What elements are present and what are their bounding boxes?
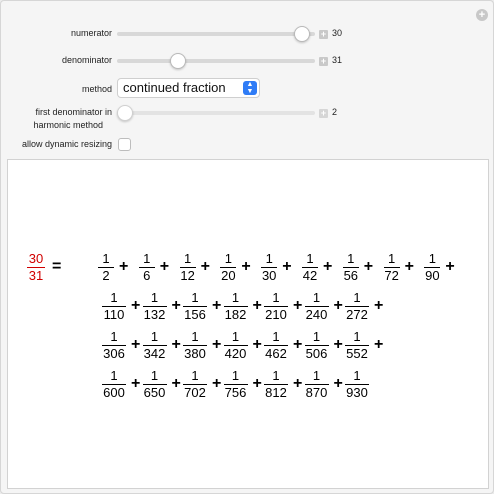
plus-sign: + bbox=[171, 297, 181, 314]
unit-fraction bbox=[222, 291, 250, 322]
expand-icon[interactable]: + bbox=[476, 9, 488, 21]
fraction-denominator: 42 bbox=[302, 268, 318, 283]
fraction-numerator: 1 bbox=[428, 251, 436, 266]
fraction-numerator: 1 bbox=[150, 290, 159, 305]
plus-sign: + bbox=[374, 336, 384, 353]
unit-fraction bbox=[100, 330, 128, 361]
fraction-denominator: 600 bbox=[103, 385, 125, 400]
fraction-numerator: 1 bbox=[347, 251, 355, 266]
fraction-denominator: 182 bbox=[224, 307, 247, 322]
unit-fraction bbox=[303, 330, 331, 361]
denominator-value: 31 bbox=[332, 55, 343, 65]
unit-fraction bbox=[100, 369, 128, 400]
fraction-denominator: 650 bbox=[143, 385, 166, 400]
lhs-denominator: 31 bbox=[28, 268, 44, 283]
fraction-denominator: 306 bbox=[103, 346, 125, 361]
unit-fraction bbox=[181, 330, 209, 361]
unit-fraction bbox=[222, 369, 250, 400]
plus-sign: + bbox=[119, 258, 129, 275]
plus-sign: + bbox=[252, 336, 262, 353]
denominator-slider-track[interactable] bbox=[117, 59, 315, 63]
unit-fraction bbox=[343, 369, 371, 400]
fraction-numerator: 1 bbox=[272, 329, 280, 344]
unit-fraction bbox=[259, 252, 279, 283]
plus-sign: + bbox=[333, 375, 343, 392]
numerator-slider-thumb[interactable] bbox=[294, 26, 310, 42]
unit-fraction bbox=[218, 252, 238, 283]
unit-fraction bbox=[178, 252, 198, 283]
fraction-denominator: 870 bbox=[305, 385, 328, 400]
plus-sign: + bbox=[212, 336, 222, 353]
equals-sign: = bbox=[52, 258, 62, 275]
fraction-denominator: 240 bbox=[305, 307, 328, 322]
fraction-denominator: 380 bbox=[184, 346, 206, 361]
plus-sign: + bbox=[282, 258, 292, 275]
fraction-denominator: 210 bbox=[265, 307, 287, 322]
lhs-fraction bbox=[26, 252, 46, 283]
method-selected-value: continued fraction bbox=[123, 80, 226, 95]
fraction-denominator: 702 bbox=[184, 385, 206, 400]
fraction-denominator: 506 bbox=[305, 346, 328, 361]
first-denominator-slider-thumb[interactable] bbox=[117, 105, 133, 121]
fraction-numerator: 1 bbox=[183, 251, 192, 266]
denominator-slider-thumb[interactable] bbox=[170, 53, 186, 69]
fraction-numerator: 1 bbox=[110, 368, 118, 383]
plus-sign: + bbox=[333, 297, 343, 314]
fraction-numerator: 1 bbox=[143, 251, 151, 266]
unit-fraction bbox=[303, 369, 331, 400]
fraction-numerator: 1 bbox=[312, 290, 321, 305]
plus-sign: + bbox=[445, 258, 455, 275]
plus-sign: + bbox=[131, 297, 141, 314]
plus-sign: + bbox=[404, 258, 414, 275]
lhs-numerator: 30 bbox=[28, 251, 44, 266]
plus-sign: + bbox=[252, 375, 262, 392]
fraction-numerator: 1 bbox=[306, 251, 314, 266]
first-denominator-add-icon[interactable]: + bbox=[320, 108, 327, 118]
fraction-numerator: 1 bbox=[231, 329, 240, 344]
fraction-denominator: 420 bbox=[224, 346, 247, 361]
unit-fraction bbox=[141, 330, 169, 361]
plus-sign: + bbox=[293, 375, 303, 392]
method-select[interactable] bbox=[117, 78, 260, 98]
fraction-numerator: 1 bbox=[150, 329, 159, 344]
fraction-denominator: 2 bbox=[102, 268, 110, 283]
denominator-label: denominator bbox=[61, 55, 112, 65]
unit-fraction bbox=[181, 291, 209, 322]
output-area bbox=[7, 159, 489, 489]
fraction-numerator: 1 bbox=[231, 368, 240, 383]
fraction-denominator: 56 bbox=[343, 268, 359, 283]
fraction-numerator: 1 bbox=[224, 251, 232, 266]
plus-sign: + bbox=[241, 258, 251, 275]
fraction-numerator: 1 bbox=[353, 290, 361, 305]
fraction-denominator: 110 bbox=[103, 307, 125, 322]
unit-fraction bbox=[181, 369, 209, 400]
fraction-denominator: 812 bbox=[265, 385, 287, 400]
unit-fraction bbox=[262, 330, 290, 361]
fraction-numerator: 1 bbox=[353, 329, 361, 344]
fraction-numerator: 1 bbox=[231, 290, 240, 305]
unit-fraction bbox=[300, 252, 320, 283]
fraction-numerator: 1 bbox=[110, 290, 118, 305]
unit-fraction bbox=[262, 291, 290, 322]
unit-fraction bbox=[141, 369, 169, 400]
unit-fraction bbox=[96, 252, 116, 283]
fraction-denominator: 930 bbox=[346, 385, 368, 400]
first-denominator-value: 2 bbox=[332, 107, 338, 117]
fraction-denominator: 342 bbox=[143, 346, 166, 361]
numerator-value: 30 bbox=[332, 28, 343, 38]
fraction-denominator: 20 bbox=[221, 268, 236, 283]
numerator-slider-track[interactable] bbox=[117, 32, 315, 36]
plus-sign: + bbox=[333, 336, 343, 353]
plus-sign: + bbox=[323, 258, 333, 275]
fraction-numerator: 1 bbox=[272, 368, 280, 383]
fraction-denominator: 132 bbox=[143, 307, 166, 322]
plus-sign: + bbox=[212, 297, 222, 314]
fraction-denominator: 272 bbox=[346, 307, 368, 322]
fraction-denominator: 756 bbox=[224, 385, 247, 400]
plus-sign: + bbox=[293, 336, 303, 353]
select-arrows-icon: ▲ ▼ bbox=[243, 81, 257, 95]
unit-fraction bbox=[343, 291, 371, 322]
unit-fraction bbox=[100, 291, 128, 322]
fraction-numerator: 1 bbox=[191, 329, 199, 344]
fraction-numerator: 1 bbox=[272, 290, 280, 305]
plus-sign: + bbox=[212, 375, 222, 392]
dynamic-resizing-label: allow dynamic resizing bbox=[21, 139, 112, 149]
plus-sign: + bbox=[363, 258, 374, 275]
fraction-denominator: 6 bbox=[143, 268, 151, 283]
first-denominator-label-line2: harmonic method bbox=[33, 120, 103, 130]
fraction-numerator: 1 bbox=[265, 251, 273, 266]
plus-sign: + bbox=[131, 375, 141, 392]
plus-sign: + bbox=[171, 336, 181, 353]
plus-sign: + bbox=[200, 258, 210, 275]
fraction-numerator: 1 bbox=[191, 290, 199, 305]
plus-sign: + bbox=[159, 258, 170, 275]
unit-fraction bbox=[343, 330, 371, 361]
fraction-denominator: 90 bbox=[425, 268, 440, 283]
fraction-denominator: 72 bbox=[384, 268, 399, 283]
dynamic-resizing-checkbox[interactable] bbox=[118, 138, 131, 151]
denominator-add-icon[interactable]: + bbox=[320, 56, 327, 66]
unit-fraction bbox=[141, 291, 169, 322]
fraction-denominator: 156 bbox=[184, 307, 206, 322]
first-denominator-label-line1: first denominator in bbox=[35, 107, 112, 117]
plus-sign: + bbox=[374, 297, 384, 314]
fraction-numerator: 1 bbox=[150, 368, 159, 383]
plus-sign: + bbox=[171, 375, 181, 392]
fraction-denominator: 30 bbox=[261, 268, 277, 283]
first-denominator-slider-track[interactable] bbox=[117, 111, 315, 115]
fraction-denominator: 12 bbox=[180, 268, 195, 283]
numerator-label: numerator bbox=[70, 28, 112, 38]
unit-fraction bbox=[137, 252, 157, 283]
fraction-numerator: 1 bbox=[353, 368, 361, 383]
unit-fraction bbox=[303, 291, 331, 322]
numerator-add-icon[interactable]: + bbox=[320, 29, 327, 39]
plus-sign: + bbox=[131, 336, 141, 353]
unit-fraction bbox=[382, 252, 402, 283]
unit-fraction bbox=[262, 369, 290, 400]
fraction-numerator: 1 bbox=[191, 368, 199, 383]
fraction-numerator: 1 bbox=[387, 251, 396, 266]
unit-fraction bbox=[341, 252, 361, 283]
fraction-denominator: 462 bbox=[265, 346, 287, 361]
plus-sign: + bbox=[252, 297, 262, 314]
fraction-numerator: 1 bbox=[312, 368, 321, 383]
fraction-numerator: 1 bbox=[312, 329, 321, 344]
fraction-denominator: 552 bbox=[346, 346, 368, 361]
unit-fraction bbox=[422, 252, 442, 283]
method-label: method bbox=[81, 84, 112, 94]
unit-fraction bbox=[222, 330, 250, 361]
fraction-numerator: 1 bbox=[102, 251, 110, 266]
fraction-numerator: 1 bbox=[110, 329, 118, 344]
plus-sign: + bbox=[293, 297, 303, 314]
